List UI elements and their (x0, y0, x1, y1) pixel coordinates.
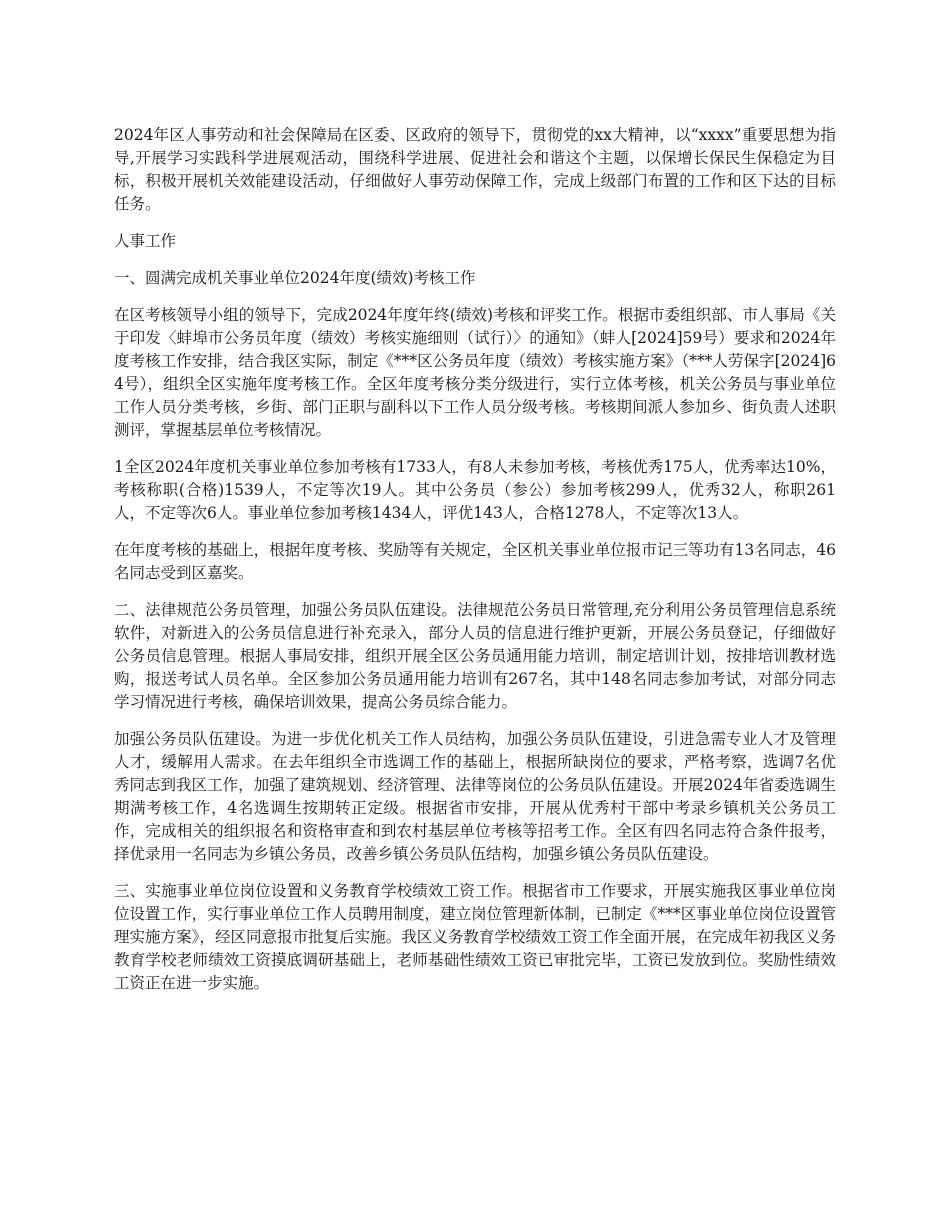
document-body (114, 124, 836, 1009)
paragraph-assessment: 在区考核领导小组的领导下，完成2024年度年终(绩效)考核和评奖工作。根据市委组织部、市人事局《关于印发〈蚌埠市公务员年度（绩效）考核实施细则（试行）〉的通知》（蚌人[2024]59号）要求和2024年度考核工作安排，结合我区实际，制定《***区公务员年度（绩效）考核实施方案》（***人劳保字[2024]64号），组织全区实施年度考核工作。全区年度考核分类分级进行，实行立体考核，机关公务员与事业单位工作人员分类考核，乡街、部门正职与副科以下工作人员分级考核。考核期间派人参加乡、街负责人述职测评，掌握基层单位考核情况。 (114, 306, 836, 439)
intro-paragraph: 2024年区人事劳动和社会保障局在区委、区政府的领导下，贯彻党的xx大精神，以“xxxx”重要思想为指导,开展学习实践科学进展观活动，围绕科学进展、促进社会和谐这个主题，以保增长保民生保稳定为目标，积极开展机关效能建设活动，仔细做好人事劳动保障工作，完成上级部门布置的工作和区下达的目标任务。 (114, 126, 836, 213)
section-heading-1: 一、圆满完成机关事业单位2024年度(绩效)考核工作 (114, 269, 476, 287)
section-3-paragraph: 三、实施事业单位岗位设置和义务教育学校绩效工资工作。根据省市工作要求，开展实施我区事业单位岗位设置工作，实行事业单位工作人员聘用制度，建立岗位管理新体制，已制定《***区事业单位岗位设置管理实施方案》，经区同意报市批复后实施。我区义务教育学校绩效工资工作全面开展，在完成年初我区义务教育学校老师绩效工资摸底调研基础上，老师基础性绩效工资已审批完毕，工资已发放到位。奖励性绩效工资正在进一步实施。 (114, 882, 836, 992)
paragraph-team-building: 加强公务员队伍建设。为进一步优化机关工作人员结构，加强公务员队伍建设，引进急需专业人才及管理人才，缓解用人需求。在去年组织全市选调工作的基础上，根据所缺岗位的要求，严格考察，选调7名优秀同志到我区工作，加强了建筑规划、经济管理、法律等岗位的公务员队伍建设。开展2024年省委选调生期满考核工作，4名选调生按期转正定级。根据省市安排，开展从优秀村干部中考录乡镇机关公务员工作，完成相关的组织报名和资格审查和到农村基层单位考核等招考工作。全区有四名同志符合条件报考，择优录用一名同志为乡镇公务员，改善乡镇公务员队伍结构，加强乡镇公务员队伍建设。 (114, 730, 836, 863)
paragraph-assessment-stats: 1全区2024年度机关事业单位参加考核有1733人，有8人未参加考核，考核优秀175人，优秀率达10%，考核称职(合格)1539人，不定等次19人。其中公务员（参公）参加考核299人，优秀32人，称职261人，不定等次6人。事业单位参加考核1434人，评优143人，合格1278人，不定等次13人。 (114, 458, 836, 522)
section-title-personnel: 人事工作 (114, 232, 177, 250)
paragraph-awards: 在年度考核的基础上，根据年度考核、奖励等有关规定，全区机关事业单位报市记三等功有13名同志，46名同志受到区嘉奖。 (114, 541, 836, 582)
section-2-paragraph: 二、法律规范公务员管理，加强公务员队伍建设。法律规范公务员日常管理,充分利用公务员管理信息系统软件，对新进入的公务员信息进行补充录入，部分人员的信息进行维护更新，开展公务员登记，仔细做好公务员信息管理。根据人事局安排，组织开展全区公务员通用能力培训，制定培训计划，按排培训教材选购，报送考试人员名单。全区参加公务员通用能力培训有267名，其中148名同志参加考试，对部分同志学习情况进行考核，确保培训效果，提高公务员综合能力。 (114, 601, 836, 711)
